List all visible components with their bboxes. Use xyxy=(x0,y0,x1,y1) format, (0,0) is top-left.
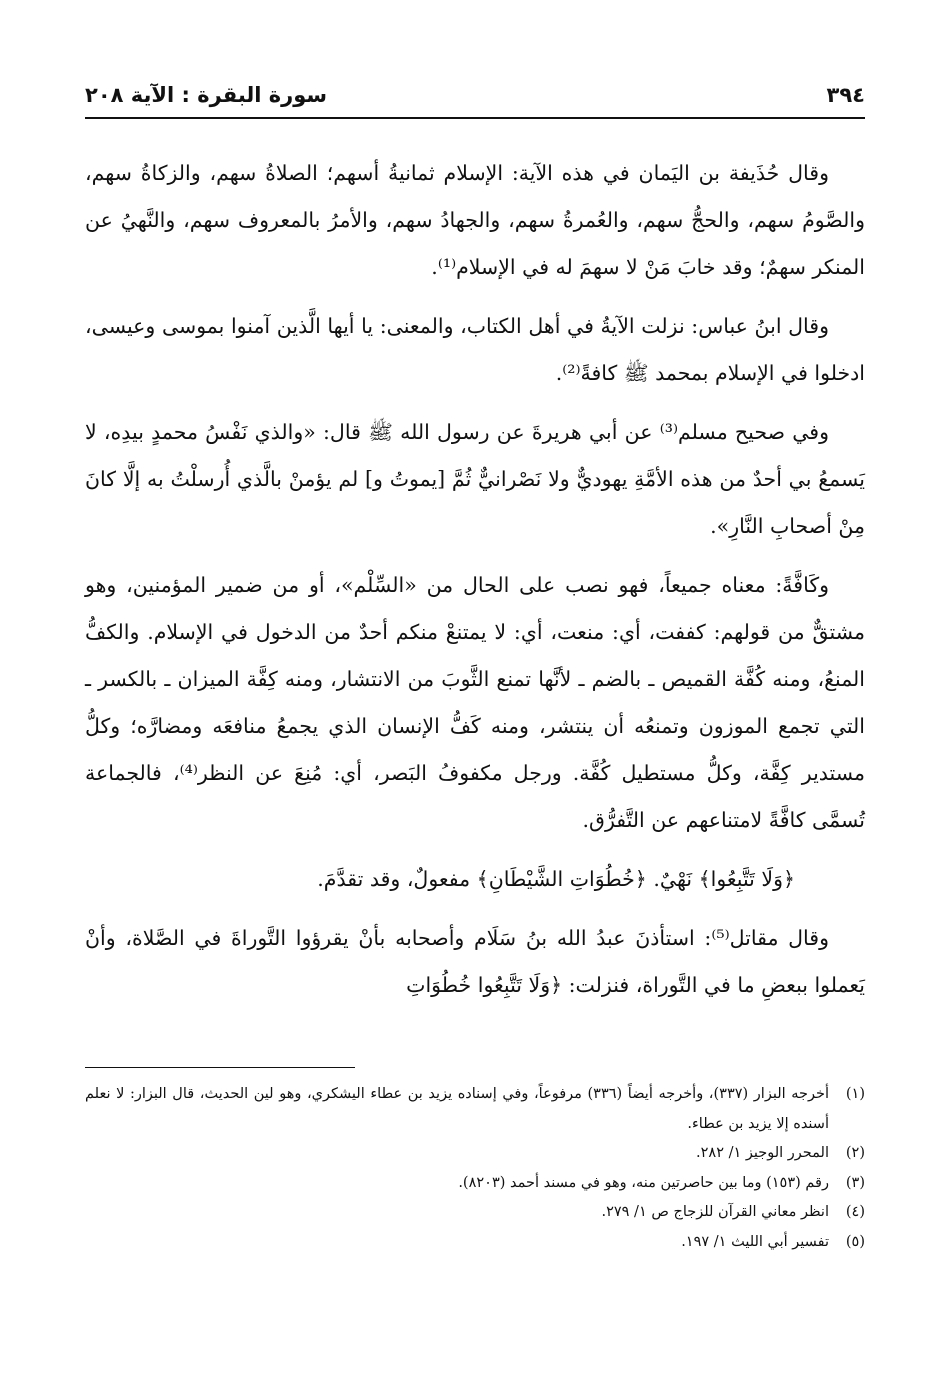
footnote-number: (٢) xyxy=(845,1145,865,1161)
footnote-item xyxy=(85,1228,865,1258)
footnote-text: المحرر الوجيز ١/ ٢٨٢. xyxy=(696,1145,829,1161)
running-title: سورة البقرة : الآية ٢٠٨ xyxy=(85,83,328,107)
paragraph-ayah-grammar: ﴿وَلَا تَتَّبِعُوا﴾ نَهْيٌ. ﴿خُطُوَاتِ الشَّيْطَانِ﴾ مفعولٌ، وقد تقدَّمَ. xyxy=(317,867,795,891)
footnote-item xyxy=(85,1198,865,1228)
footnote-text: انظر معاني القرآن للزجاج ص ١/ ٢٧٩. xyxy=(601,1204,829,1220)
paragraph-kaffah: وكَافَّةً: معناه جميعاً، فهو نصب على الحال من «السِّلْم»، أو من ضمير المؤمنين، وهو مشتقٌّ من قولهم: كففت، أي: منعت، أي: لا يمتنعْ منكم أحدٌ من الدخول في الإسلام. والكفُّ المنعُ، ومنه كُفَّة القميص ـ بالضم ـ لأنَّها تمنع الثَّوبَ من الانتشار، ومنه كِفَّة الميزان ـ بالكسر ـ التي تجمع الموزون وتمنعُه أن ينتشر، ومنه كَفُّ الإنسان الذي يجمعُ منافعَه ومضارَّه؛ وكلُّ مستدير كِفَّة، وكلُّ مستطيل كُفَّة. ورجل مكفوفُ البَصر، أي: مُنِعَ عن النظر⁽⁴⁾، فالجماعة تُسمَّى كافَّةً لامتناعهم عن التَّفرُّق. xyxy=(85,573,865,832)
footnote-number: (٣) xyxy=(845,1174,865,1191)
paragraph-hudhayfa: وقال حُذَيفة بن اليَمان في هذه الآية: الإسلام ثمانيةُ أسهم؛ الصلاةُ سهم، والزكاةُ سهم، والصَّومُ سهم، والحجُّ سهم، والعُمرةُ سهم، والجهادُ سهم، والأمرُ بالمعروف سهم، والنَّهيُ عن المنكر سهمٌ؛ وقد خابَ مَنْ لا سهمَ له في الإسلام⁽¹⁾. xyxy=(85,161,865,279)
footnote-number: (٥) xyxy=(845,1233,865,1250)
header-rule xyxy=(85,117,865,119)
paragraph-muqatil: وقال مقاتل⁽⁵⁾: استأذنَ عبدُ الله بنُ سَلَام وأصحابه بأنْ يقرؤوا التَّوراةَ في الصَّلاة، وأنْ يَعملوا ببعضِ ما في التَّوراة، فنزلت: ﴿وَلَا تَتَّبِعُوا خُطُوَاتِ xyxy=(85,926,865,997)
footnote-text: تفسير أبي الليث ١/ ١٩٧. xyxy=(681,1233,829,1250)
paragraph-ibn-abbas: وقال ابنُ عباس: نزلت الآيةُ في أهل الكتاب، والمعنى: يا أيها الَّذين آمنوا بموسى وعيسى، ادخلوا في الإسلام بمحمد ﷺ كافةً⁽²⁾. xyxy=(85,314,865,385)
footnote-text: رقم (١٥٣) وما بين حاصرتين منه، وهو في مسند أحمد (٨٢٠٣). xyxy=(458,1174,829,1191)
footnote-number: (٤) xyxy=(845,1204,865,1220)
footnotes xyxy=(85,1080,865,1257)
footnote-number: (١) xyxy=(845,1086,865,1102)
footnote-rule xyxy=(85,1067,355,1068)
footnote-item xyxy=(85,1139,865,1169)
footnote-text: أخرجه البزار (٣٣٧)، وأخرجه أيضاً (٣٣٦) مرفوعاً، وفي إسناده يزيد بن عطاء اليشكري، وهو لين الحديث، قال البزار: لا نعلم أسنده إلا يزيد بن عطاء. xyxy=(85,1086,829,1132)
paragraph-sahih-muslim: وفي صحيح مسلم⁽³⁾ عن أبي هريرةَ عن رسول الله ﷺ قال: «والذي نَفْسُ محمدٍ بيدِه، لا يَسمعُ بي أحدٌ من هذه الأمَّةِ يهوديٌّ ولا نَصْرانيٌّ ثُمَّ [يموتُ و] لم يؤمنْ بالَّذي أُرسلْتُ به إلَّا كانَ مِنْ أصحابِ النَّارِ». xyxy=(85,420,865,538)
main-text xyxy=(85,150,865,1009)
page-number: ٣٩٤ xyxy=(826,83,865,107)
footnote-item xyxy=(85,1080,865,1139)
page-header xyxy=(85,74,865,116)
footnote-item xyxy=(85,1169,865,1199)
